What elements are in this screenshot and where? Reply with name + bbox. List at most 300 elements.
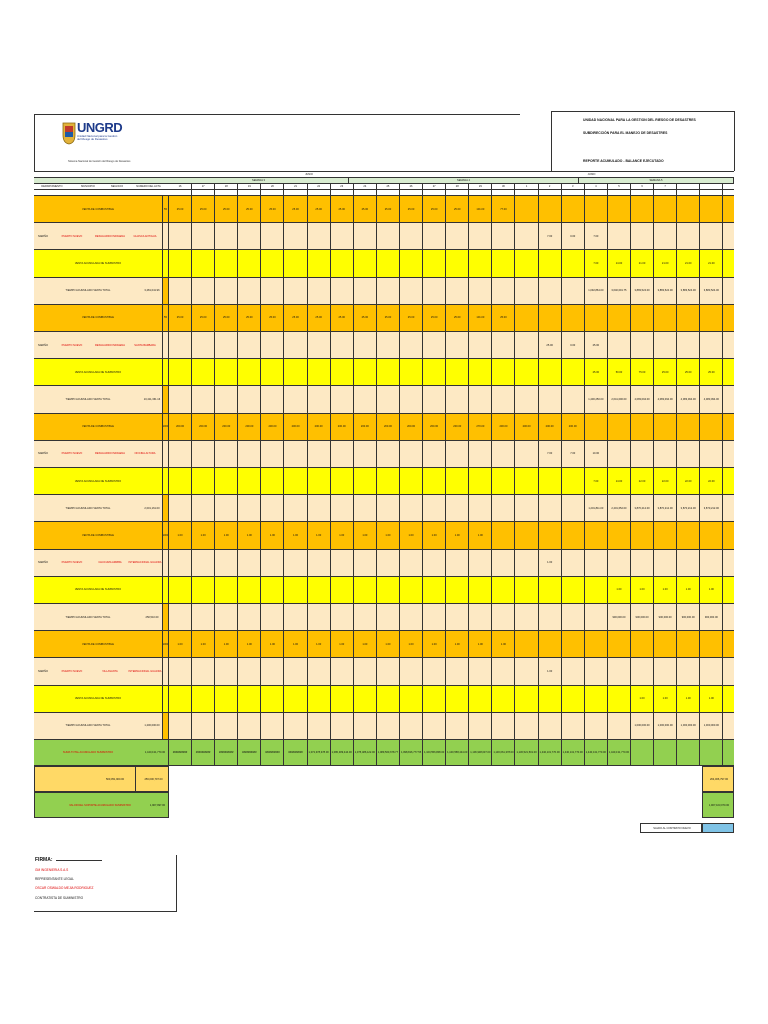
day-cell	[654, 604, 677, 630]
day-cell	[261, 658, 284, 684]
cell-text: PUERTO NUEVO	[61, 452, 83, 456]
cell-text: 25.00	[338, 207, 345, 211]
day-cell	[308, 196, 331, 222]
empty-cell	[162, 604, 169, 630]
cell-text: 1,000,000.00	[657, 724, 673, 728]
cell-text: PUERTO NUEVO	[61, 343, 83, 347]
day-cell	[492, 468, 515, 494]
cell-text: 101.00	[476, 316, 485, 320]
cell-text: 200.00	[453, 425, 462, 429]
day-cell	[562, 250, 585, 276]
cell-text: 0.00	[570, 234, 576, 238]
day-cell	[377, 686, 400, 712]
day-cell	[539, 577, 562, 603]
day-cell	[585, 223, 608, 249]
cell-text: 6	[641, 185, 643, 188]
day-cell	[331, 550, 354, 576]
cell-text: 1.00	[200, 533, 206, 537]
day-cell	[631, 468, 654, 494]
total-day-cell	[700, 740, 723, 765]
day-cell	[654, 414, 677, 440]
cell-text: SEMANA 4	[457, 179, 470, 182]
cell-text: 18	[224, 185, 228, 188]
day-cell	[354, 577, 377, 603]
day-cell	[423, 713, 446, 739]
cell-text: 3,281,041.96	[144, 289, 160, 293]
day-cell	[377, 305, 400, 331]
cell-text: NUMERO DEL ACTA	[136, 184, 161, 188]
cell-text: 7.00	[593, 479, 599, 483]
day-cell	[539, 631, 562, 657]
cell-text: 25.00	[546, 343, 553, 347]
day-cell	[585, 686, 608, 712]
cell-text: 1000	[162, 425, 169, 429]
cell-text: VALOR DEL SOPORTE ACUMULADO SUMINISTRO	[69, 803, 131, 807]
day-cell	[215, 278, 238, 304]
day-cell	[492, 359, 515, 385]
day-cell	[215, 359, 238, 385]
cell-text: 1.00	[200, 642, 206, 646]
day-cell	[331, 305, 354, 331]
day-cell	[585, 278, 608, 304]
cell-text: 22	[317, 185, 321, 188]
day-cell	[238, 250, 261, 276]
day-cell	[331, 386, 354, 412]
cell-text: 900,000.00	[681, 615, 695, 619]
day-cell	[215, 686, 238, 712]
day-cell	[215, 713, 238, 739]
cell-text: 25.00	[361, 316, 369, 320]
day-cell	[192, 495, 215, 521]
day-cell	[238, 631, 261, 657]
entity-label	[92, 550, 128, 576]
day-cell	[608, 250, 631, 276]
empty-cell	[162, 278, 169, 304]
day-cell	[446, 278, 469, 304]
day-cell	[192, 332, 215, 358]
cell-text: 1.00	[339, 533, 345, 537]
cell-text: 7.00	[593, 261, 599, 265]
day-cell	[215, 550, 238, 576]
day-cell	[354, 305, 377, 331]
day-cell	[377, 604, 400, 630]
day-cell	[169, 223, 192, 249]
cell-text: 1.00	[431, 533, 437, 537]
day-cell	[539, 332, 562, 358]
day-cell	[700, 359, 723, 385]
cell-text: VENTA ACUMULADA DE SUMINISTRO	[74, 261, 122, 265]
cell-text: 3,883,524.00	[657, 289, 673, 293]
total-day-cell	[354, 740, 377, 765]
cell-text: 270.00	[476, 425, 485, 429]
cell-text: 200.00	[360, 425, 369, 429]
day-cell	[261, 441, 284, 467]
cell-text: 1.00	[547, 669, 553, 673]
cell-text: TIEMPO ACUMULADO VENTA TOTAL	[65, 615, 111, 619]
day-cell	[400, 604, 423, 630]
cell-text: 25.00	[246, 207, 253, 211]
day-cell	[192, 522, 215, 548]
cell-text: VENTA DE COMBUSTIBLE	[82, 207, 114, 211]
day-cell	[377, 468, 400, 494]
day-cell	[423, 386, 446, 412]
cell-text: ##########	[195, 751, 211, 754]
cell-text: 1,000,000.00	[703, 724, 719, 728]
day-cell	[608, 522, 631, 548]
day-cell	[192, 550, 215, 576]
day-cell	[608, 223, 631, 249]
cell-text: 25.00	[661, 370, 669, 374]
meta-label	[128, 550, 162, 576]
day-cell	[285, 468, 308, 494]
cell-text: 3,883,524.00	[680, 289, 696, 293]
day-cell	[654, 686, 677, 712]
day-cell	[238, 550, 261, 576]
day-cell	[169, 332, 192, 358]
day-cell	[700, 495, 723, 521]
day-cell	[608, 577, 631, 603]
row-qty	[162, 631, 169, 657]
cell-text: VENTA DE COMBUSTIBLE	[82, 425, 114, 429]
cell-text: 4,083,094.00	[680, 397, 696, 401]
cell-text: TIEMPO ACUMULADO VENTA TOTAL	[65, 397, 111, 401]
cell-text: 200.00	[545, 425, 554, 429]
day-cell	[377, 550, 400, 576]
cell-text: NARIÑO	[37, 452, 49, 456]
day-cell	[423, 686, 446, 712]
day-cell	[308, 686, 331, 712]
row-label	[34, 250, 162, 276]
day-cell	[585, 577, 608, 603]
day-cell	[562, 386, 585, 412]
day-cell	[377, 577, 400, 603]
meta-label	[128, 441, 162, 467]
empty-cell	[162, 223, 169, 249]
cell-text: 20	[270, 185, 274, 188]
day-cell	[631, 196, 654, 222]
cell-text: NARIÑO	[37, 561, 49, 565]
cell-text: VENTA ACUMULADA DE SUMINISTRO	[74, 588, 122, 592]
day-cell	[377, 658, 400, 684]
day-cell	[377, 441, 400, 467]
summary-cost-left	[95, 767, 135, 791]
cell-text: 10,411,361.16	[143, 397, 161, 401]
day-cell	[516, 631, 539, 657]
day-cell	[400, 305, 423, 331]
day-cell	[331, 522, 354, 548]
day-cell	[192, 414, 215, 440]
signature-role: REPRESENTANTE LEGAL	[35, 877, 74, 881]
cell-text: 1,089,560,678.77	[377, 751, 399, 754]
day-cell	[192, 604, 215, 630]
day-cell	[700, 713, 723, 739]
day-cell	[261, 305, 284, 331]
cell-text: 25.00	[384, 207, 392, 211]
cell-text: 3,870,212.00	[703, 506, 719, 510]
day-cell	[261, 577, 284, 603]
day-cell	[608, 386, 631, 412]
cell-text: 55	[164, 316, 167, 320]
day-cell	[631, 441, 654, 467]
row-label	[34, 631, 162, 657]
day-cell	[585, 631, 608, 657]
day-cell	[516, 414, 539, 440]
empty-cell	[162, 550, 169, 576]
cell-text: 25.00	[269, 316, 276, 320]
day-cell	[677, 495, 700, 521]
day-cell	[654, 631, 677, 657]
day-cell	[539, 441, 562, 467]
day-cell	[585, 250, 608, 276]
cell-text: 1.00	[223, 642, 229, 646]
row-label	[34, 468, 162, 494]
cell-text: 1,092,864.00	[588, 289, 604, 293]
cell-text: 21.00	[684, 261, 692, 265]
day-cell	[539, 713, 562, 739]
day-cell	[446, 468, 469, 494]
day-cell	[446, 305, 469, 331]
day-cell	[700, 468, 723, 494]
cell-text: 200.00	[337, 425, 346, 429]
day-cell	[331, 495, 354, 521]
day-cell	[192, 577, 215, 603]
day-cell	[423, 604, 446, 630]
day-cell	[377, 713, 400, 739]
cell-text: 25.00	[361, 207, 369, 211]
day-cell	[562, 604, 585, 630]
day-cell	[377, 223, 400, 249]
day-cell	[631, 550, 654, 576]
cell-text: OFICINA ALTURA	[134, 452, 156, 456]
day-cell	[539, 359, 562, 385]
day-cell	[400, 550, 423, 576]
day-cell	[238, 713, 261, 739]
cell-text: 2,001,161.00	[144, 506, 160, 510]
cell-text: 1,100,558,444.00	[447, 751, 468, 754]
cell-text: 28	[455, 185, 459, 188]
day-cell	[654, 550, 677, 576]
day-cell	[608, 305, 631, 331]
day-cell	[192, 250, 215, 276]
row-amount	[142, 278, 162, 304]
day-cell	[377, 278, 400, 304]
day-cell	[469, 631, 492, 657]
day-cell	[446, 332, 469, 358]
day-cell	[423, 278, 446, 304]
day-cell	[400, 631, 423, 657]
day-cell	[631, 250, 654, 276]
summary-cost-right	[702, 766, 734, 792]
day-cell	[562, 332, 585, 358]
day-cell	[215, 495, 238, 521]
cell-text: 3,870,212.00	[657, 506, 673, 510]
day-cell	[261, 495, 284, 521]
muni-label	[52, 441, 92, 467]
day-cell	[446, 713, 469, 739]
day-cell	[677, 577, 700, 603]
saldo-value-box	[702, 823, 734, 833]
day-cell	[423, 332, 446, 358]
day-cell	[631, 332, 654, 358]
day-cell	[469, 686, 492, 712]
day-cell	[608, 359, 631, 385]
day-cell	[469, 441, 492, 467]
day-cell	[261, 278, 284, 304]
day-cell	[285, 604, 308, 630]
block-row-total	[34, 277, 734, 304]
empty-cell	[162, 332, 169, 358]
row-label	[34, 686, 162, 712]
day-cell	[516, 658, 539, 684]
cell-text: SUMA TOTAL ACUMULADO SUMINISTRO	[62, 751, 114, 754]
day-cell	[492, 441, 515, 467]
day-cell	[700, 441, 723, 467]
row-label	[34, 495, 142, 521]
day-cell	[400, 658, 423, 684]
day-cell	[654, 305, 677, 331]
day-cell	[400, 223, 423, 249]
day-cell	[423, 658, 446, 684]
cell-text: 1.00	[293, 533, 299, 537]
signature-block	[34, 855, 177, 912]
day-cell	[285, 223, 308, 249]
cell-text: 200.00	[176, 425, 185, 429]
day-cell	[354, 631, 377, 657]
day-cell	[677, 278, 700, 304]
day-cell	[423, 414, 446, 440]
day-cell	[169, 550, 192, 576]
cell-text: 200.00	[199, 425, 208, 429]
day-cell	[562, 550, 585, 576]
total-day-cell	[215, 740, 238, 765]
summary-cost-row	[34, 766, 169, 792]
day-cell	[700, 658, 723, 684]
cell-text: 19	[247, 185, 251, 188]
day-cell	[516, 713, 539, 739]
day-cell	[469, 495, 492, 521]
cell-text: 1,907,997.00	[149, 803, 166, 807]
day-cell	[354, 604, 377, 630]
day-cell	[469, 713, 492, 739]
cell-text: 1.00	[339, 642, 345, 646]
signature-contractor: CONTRATISTA DE SUMINISTRO	[35, 896, 84, 900]
day-cell	[539, 686, 562, 712]
muni-label	[52, 550, 92, 576]
column-header	[70, 177, 106, 195]
day-cell	[215, 305, 238, 331]
cell-text: 17	[201, 185, 205, 188]
day-cell	[539, 468, 562, 494]
day-cell	[169, 686, 192, 712]
day-cell	[238, 686, 261, 712]
muni-label	[52, 658, 92, 684]
dept-label	[34, 332, 52, 358]
day-cell	[446, 386, 469, 412]
cell-text: PUERTO NUEVO	[61, 234, 83, 238]
day-cell	[331, 223, 354, 249]
day-cell	[238, 305, 261, 331]
day-cell	[354, 468, 377, 494]
cell-text: 0.00	[570, 343, 576, 347]
cell-text: 21	[294, 185, 297, 188]
day-cell	[562, 577, 585, 603]
day-cell	[400, 196, 423, 222]
cell-text: 3	[572, 185, 574, 188]
day-cell	[539, 495, 562, 521]
day-cell	[169, 305, 192, 331]
cell-text: 1.00	[685, 697, 691, 701]
day-cell	[492, 495, 515, 521]
day-cell	[261, 604, 284, 630]
row-label	[34, 414, 162, 440]
day-cell	[238, 658, 261, 684]
cell-text: 29	[478, 185, 482, 188]
day-cell	[446, 495, 469, 521]
cell-text: 25.00	[453, 207, 461, 211]
day-cell	[400, 441, 423, 467]
day-cell	[423, 250, 446, 276]
summary-support-mid	[145, 793, 170, 817]
day-cell	[469, 332, 492, 358]
day-cell	[562, 305, 585, 331]
cell-text: 23	[340, 185, 344, 188]
day-cell	[469, 278, 492, 304]
day-cell	[631, 495, 654, 521]
day-cell	[354, 278, 377, 304]
row-amount	[142, 386, 162, 412]
cell-text: 25.00	[222, 316, 230, 320]
cell-text: 250,510.00	[145, 615, 159, 619]
day-cell	[285, 658, 308, 684]
summary-cost-right-value	[703, 767, 735, 791]
day-cell	[700, 223, 723, 249]
cell-text: 16	[178, 185, 182, 188]
cell-text: 25.00	[430, 207, 438, 211]
day-cell	[331, 604, 354, 630]
cell-text: VENTA ACUMULADA DE SUMINISTRO	[74, 697, 122, 701]
day-cell	[169, 359, 192, 385]
column-header	[128, 177, 169, 195]
empty-cell	[162, 250, 169, 276]
total-day-cell	[285, 740, 308, 765]
day-cell	[446, 414, 469, 440]
cell-text: 1.00	[408, 642, 414, 646]
total-day-cell	[516, 740, 539, 765]
day-cell	[562, 658, 585, 684]
cell-text: 25.00	[453, 316, 461, 320]
day-cell	[238, 359, 261, 385]
day-cell	[654, 495, 677, 521]
day-cell	[423, 196, 446, 222]
cell-text: PUERTO NUEVO	[61, 561, 83, 565]
day-cell	[215, 631, 238, 657]
cell-text: VENTA DE COMBUSTIBLE	[82, 533, 114, 537]
day-cell	[331, 468, 354, 494]
signature-line	[56, 860, 102, 861]
day-cell	[261, 631, 284, 657]
day-cell	[585, 441, 608, 467]
day-cell	[169, 278, 192, 304]
day-cell	[469, 658, 492, 684]
day-cell	[677, 631, 700, 657]
total-day-cell	[423, 740, 446, 765]
day-cell	[261, 359, 284, 385]
cell-text: 7.00	[570, 452, 576, 456]
day-cell	[631, 359, 654, 385]
cell-text: 1.00	[477, 533, 483, 537]
total-day-cell	[677, 740, 700, 765]
day-cell	[238, 196, 261, 222]
